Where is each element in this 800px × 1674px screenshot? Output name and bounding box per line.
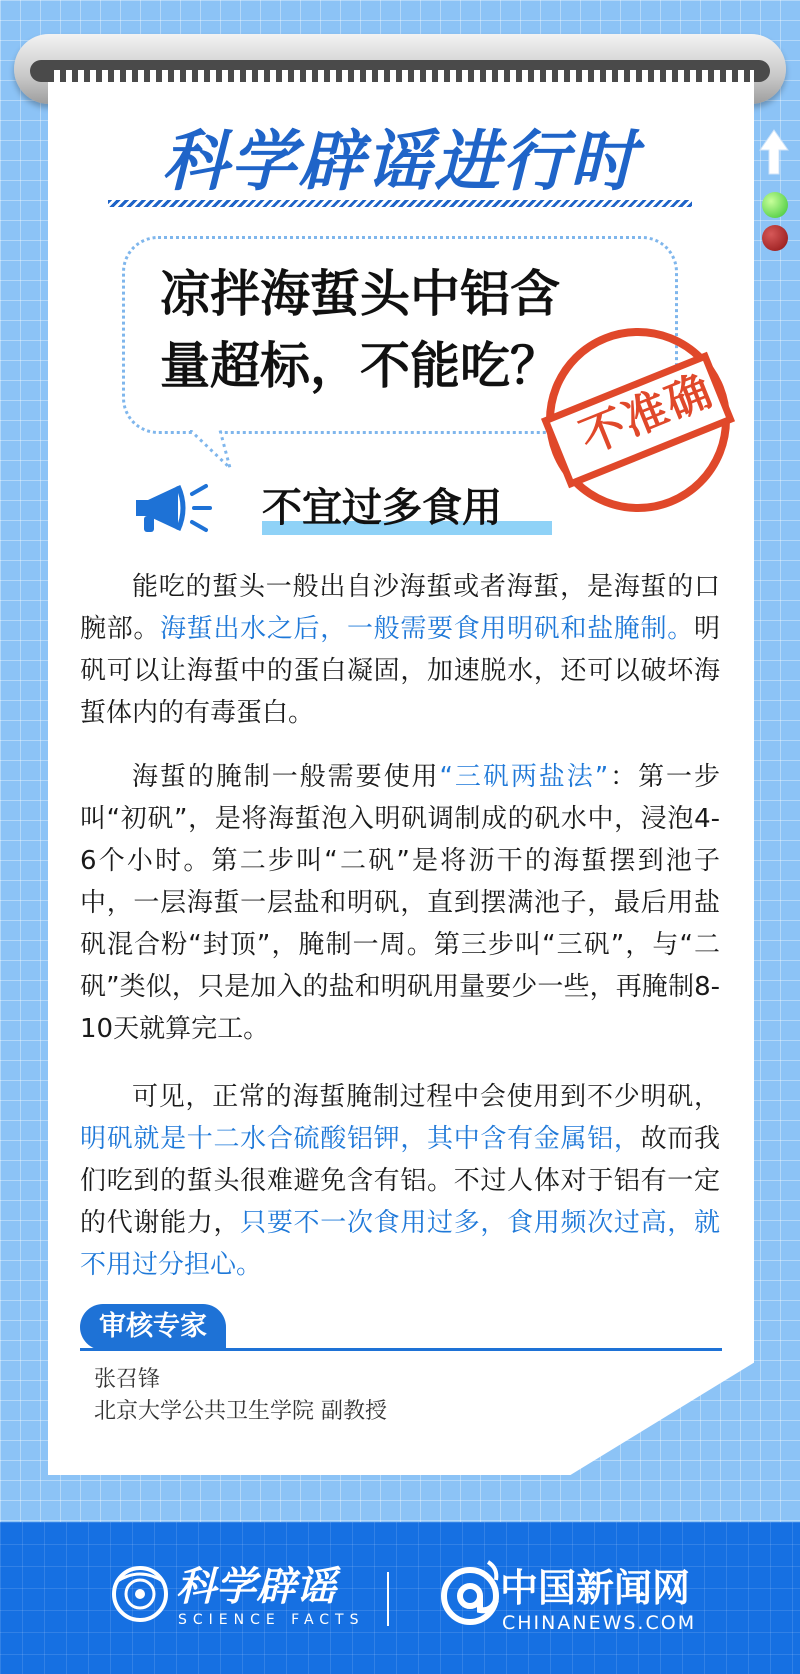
page-title: 科学辟谣进行时 [162,123,638,200]
chinanews-logo: 中国新闻网 [500,1566,691,1610]
science-facts-logo-sub: SCIENCE FACTS [178,1612,365,1628]
headline-line-2: 量超标，不能吃？ [160,337,560,395]
body-text-segment: 海蜇的腌制一般需要使用 [132,762,440,792]
article-paragraph-1 [80,566,720,734]
science-facts-logo-icon [108,1562,172,1626]
stamp-label: 不准确 [573,364,721,464]
red-dot-indicator [762,225,788,251]
highlighted-text: 明矾就是十二水合硫酸铝钾，其中含有金属铝， [80,1124,641,1154]
green-dot-indicator [762,192,788,218]
arrow-up-icon[interactable] [758,128,790,176]
highlighted-text: “三矾两盐法” [439,762,609,792]
body-text-segment: 可见，正常的海蜇腌制过程中会使用到不少明矾， [132,1082,720,1112]
article-paragraph-2 [80,756,720,1050]
body-text-segment: 故而我们吃到的蜇头很难避免含有铝。不过人体对于铝有一定的代谢能力， [80,1124,720,1238]
highlighted-text: 海蜇出水之后，一般需要食用明矾和盐腌制。 [160,614,694,644]
review-divider [80,1348,722,1351]
verdict-subheading: 不宜过多食用 [262,480,552,540]
title-divider [108,200,692,207]
headline-line-1: 凉拌海蜇头中铝含 [160,265,560,323]
review-label: 审核专家 [80,1304,226,1350]
expert-name: 张召锋 [94,1367,161,1392]
expert-affiliation: 北京大学公共卫生学院 副教授 [94,1399,387,1424]
megaphone-icon [130,478,214,538]
chinanews-logo-sub: CHINANEWS.COM [502,1612,697,1634]
paper-top-edge [48,70,754,82]
body-text-segment: 明矾可以让海蜇中的蛋白凝固，加速脱水，还可以破坏海蜇体内的有毒蛋白。 [80,614,720,728]
bubble-tail [190,430,250,470]
chinanews-logo-icon [436,1556,508,1628]
footer-divider [387,1572,389,1626]
body-text-segment: ：第一步叫“初矾”，是将海蜇泡入明矾调制成的矾水中，浸泡4-6个小时。第二步叫“二矾”是将沥干的海蜇摆到池子中，一层海蜇一层盐和明矾，直到摆满池子，最后用盐矾混合粉“封顶”，腌制一周。第三步叫“三矾”，与“二矾”类似，只是加入的盐和明矾用量要少一些，再腌制8-10天就算完工。 [80,762,720,1044]
science-facts-logo: 科学辟谣 [176,1564,336,1610]
article-paragraph-3 [80,1076,720,1286]
body-text-segment: 能吃的蜇头一般出自沙海蜇或者海蜇，是海蜇的口腕部。 [80,572,720,644]
highlighted-text: 只要不一次食用过多，食用频次过高，就不用过分担心。 [80,1208,720,1280]
